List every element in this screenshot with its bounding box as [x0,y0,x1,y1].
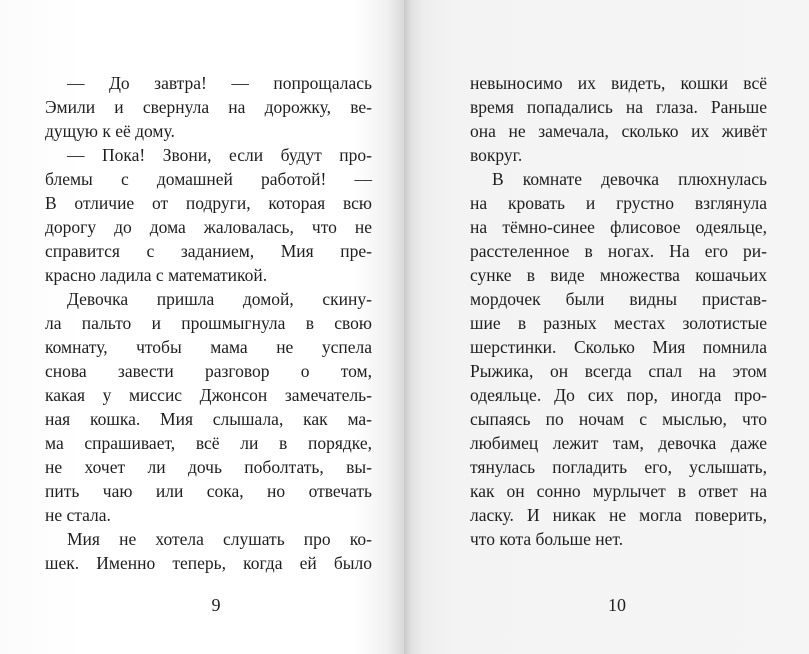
text-line: ная кошка. Мия слышала, как ма- [45,409,372,429]
text-line: вокруг. [470,145,523,165]
page-text [470,71,767,551]
text-line: мордочек были видны пристав- [470,289,767,309]
paragraph [470,71,767,167]
text-line: справится с заданием, Мия пре- [45,241,372,261]
text-line: комнату, чтобы мама не успела [45,337,372,357]
text-line: шек. Именно теперь, когда ей было [45,553,372,573]
text-line: красно ладила с математикой. [45,265,268,285]
text-line: Мия не хотела слушать про ко- [67,529,372,549]
text-line: дущую к её дому. [45,121,175,141]
text-line: шерстинки. Сколько Мия помнила [470,337,767,357]
text-line: Рыжика, он всегда спал на этом [470,361,767,381]
text-line: что кота больше нет. [470,529,624,549]
text-line: Девочка пришла домой, скину- [67,289,372,309]
text-line: любимец лежит там, девочка даже [470,433,767,453]
page-number: 9 [211,595,221,615]
page-text [45,71,372,575]
text-line: блемы с домашней работой! — [45,169,372,189]
text-line: как он сонно мурлычет в ответ на [470,481,767,501]
text-line: ла пальто и прошмыгнула в свою [45,313,372,333]
text-line: Эмили и свернула на дорожку, ве- [45,97,372,117]
left-page [0,0,404,654]
paragraph [45,527,372,575]
text-line: не стала. [45,505,111,525]
text-line: шие в разных местах золотистые [470,313,767,333]
paragraph [45,287,372,527]
text-line: тянулась погладить его, услышать, [470,457,767,477]
text-line: она не замечала, сколько их живёт [470,121,767,141]
text-line: В комнате девочка плюхнулась [492,169,767,189]
page-number: 10 [608,595,626,615]
text-line: какая у миссис Джонсон замечатель- [45,385,372,405]
paragraph [45,143,372,287]
text-line: одеяльце. До сих пор, иногда про- [470,385,767,405]
text-line: сыпаясь по ночам с мыслью, что [470,409,767,429]
paragraph [470,167,767,551]
text-line: — До завтра! — попрощалась [67,73,372,93]
text-line: ма спрашивает, всё ли в порядке, [45,433,372,453]
right-page [404,0,809,654]
paragraph [45,71,372,143]
text-line: расстеленное в ногах. На его ри- [470,241,767,261]
text-line: на кровать и грустно взглянула [470,193,767,213]
text-line: В отличие от подруги, которая всю [45,193,372,213]
text-line: сунке в виде множества кошачьих [470,265,767,285]
text-line: дорогу до дома жаловалась, что не [45,217,372,237]
text-line: невыносимо их видеть, кошки всё [470,73,767,93]
text-line: время попадались на глаза. Раньше [470,97,767,117]
text-line: снова завести разговор о том, [45,361,372,381]
text-line: — Пока! Звони, если будут про- [67,145,372,165]
text-line: не хочет ли дочь поболтать, вы- [45,457,372,477]
text-line: пить чаю или сока, но отвечать [45,481,372,501]
text-line: на тёмно-синее флисовое одеяльце, [470,217,767,237]
text-line: ласку. И никак не могла поверить, [470,505,767,525]
